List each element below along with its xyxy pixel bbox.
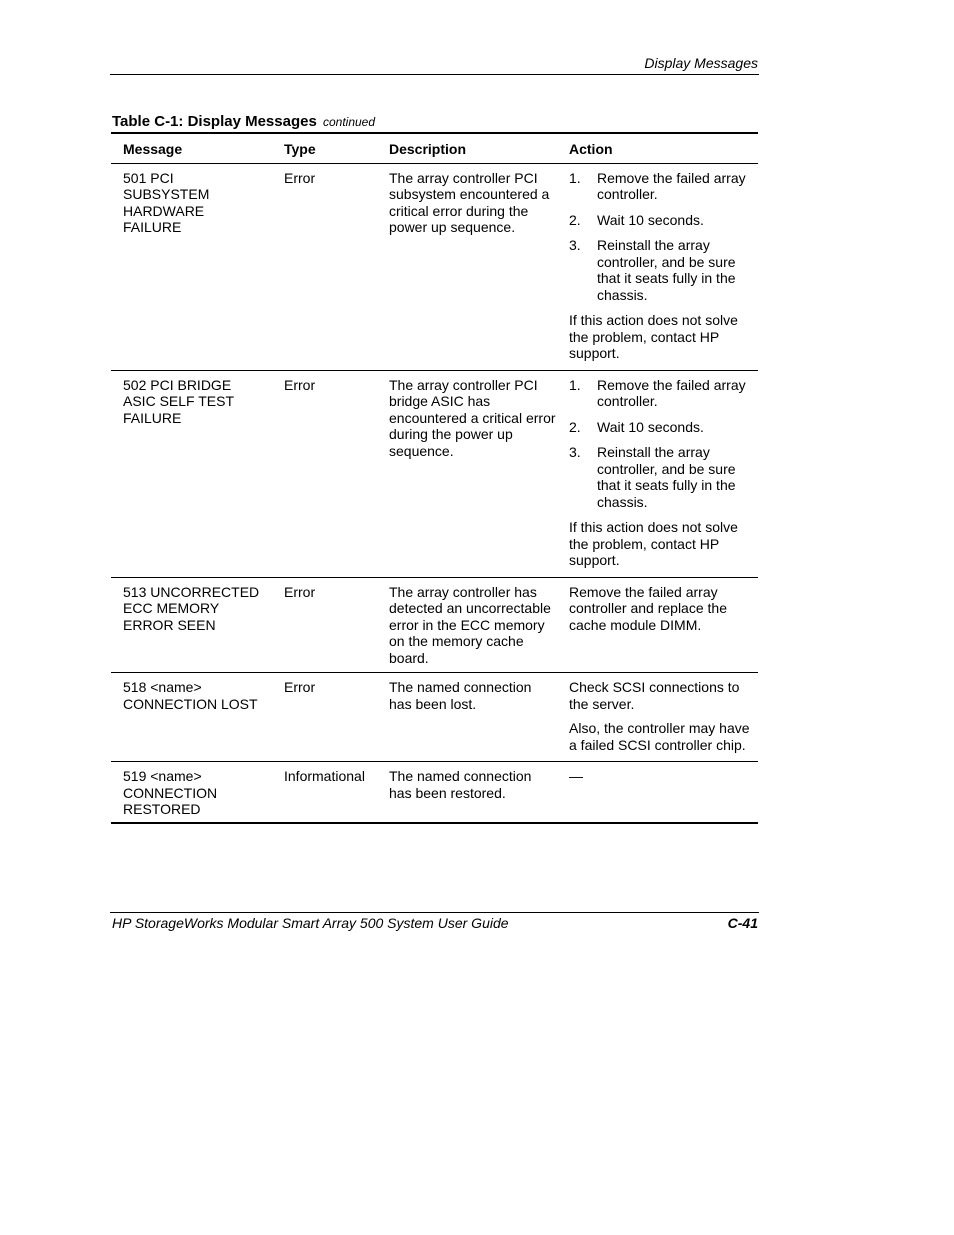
message-cell: 518 <name> CONNECTION LOST: [111, 673, 272, 762]
column-header-message: Message: [111, 133, 272, 163]
page-number: C-41: [727, 915, 758, 931]
step-number: 1.: [569, 169, 581, 186]
table-row: [111, 370, 758, 577]
action-step: [569, 444, 758, 510]
type-cell: Error: [272, 370, 377, 577]
step-number: 1.: [569, 376, 581, 393]
display-messages-table: [111, 132, 758, 824]
step-text: Reinstall the array controller, and be sure that it seats fully in the chassis.: [597, 237, 736, 303]
description-cell: The named connection has been restored.: [377, 762, 557, 823]
step-text: Remove the failed array controller.: [597, 376, 746, 409]
action-cell: [557, 370, 758, 577]
action-text: Remove the failed array controller and replace the cache module DIMM.: [569, 583, 727, 633]
step-text: Wait 10 seconds.: [597, 418, 704, 435]
table-row: [111, 673, 758, 762]
footer-rule: [110, 912, 759, 913]
action-text: Also, the controller may have a failed SCSI controller chip.: [569, 720, 750, 753]
action-cell: [557, 163, 758, 370]
step-number: 3.: [569, 444, 581, 460]
step-number: 2.: [569, 211, 581, 228]
step-text: Remove the failed array controller.: [597, 169, 746, 202]
type-cell: Error: [272, 577, 377, 673]
table-row: [111, 577, 758, 673]
table-header-row: [111, 133, 758, 163]
description-cell: The array controller PCI subsystem encountered a critical error during the power up sequence.: [377, 163, 557, 370]
action-steps: [569, 377, 758, 511]
step-text: Reinstall the array controller, and be sure that it seats fully in the chassis.: [597, 444, 736, 510]
type-cell: Error: [272, 673, 377, 762]
action-cell: [557, 762, 758, 823]
table-row: [111, 762, 758, 823]
action-note: If this action does not solve the problem, contact HP support.: [569, 519, 738, 568]
action-step: [569, 170, 758, 203]
message-cell: 513 UNCORRECTED ECC MEMORY ERROR SEEN: [111, 577, 272, 673]
action-cell: [557, 577, 758, 673]
header-rule: [110, 74, 759, 75]
table-row: [111, 163, 758, 370]
message-cell: 502 PCI BRIDGE ASIC SELF TEST FAILURE: [111, 370, 272, 577]
table-caption: [112, 113, 375, 130]
step-number: 3.: [569, 237, 581, 253]
table-caption-title: Table C-1: Display Messages: [112, 113, 317, 130]
action-text: Check SCSI connections to the server.: [569, 679, 740, 712]
table-caption-suffix: continued: [322, 115, 376, 129]
message-cell: 501 PCI SUBSYSTEM HARDWARE FAILURE: [111, 163, 272, 370]
action-note: If this action does not solve the problem, contact HP support.: [569, 312, 738, 361]
action-step: [569, 377, 758, 410]
action-cell: [557, 673, 758, 762]
type-cell: Error: [272, 163, 377, 370]
action-steps: [569, 170, 758, 304]
step-number: 2.: [569, 418, 581, 435]
action-step: [569, 237, 758, 303]
description-cell: The named connection has been lost.: [377, 673, 557, 762]
running-header: Display Messages: [644, 55, 758, 71]
footer-guide-title: HP StorageWorks Modular Smart Array 500 System User Guide: [112, 915, 509, 931]
action-step: [569, 419, 758, 436]
column-header-type: Type: [272, 133, 377, 163]
column-header-action: Action: [557, 133, 758, 163]
description-cell: The array controller PCI bridge ASIC has encountered a critical error during the power up sequence.: [377, 370, 557, 577]
type-cell: Informational: [272, 762, 377, 823]
action-step: [569, 212, 758, 229]
message-cell: 519 <name> CONNECTION RESTORED: [111, 762, 272, 823]
column-header-description: Description: [377, 133, 557, 163]
description-cell: The array controller has detected an uncorrectable error in the ECC memory on the memory cache board.: [377, 577, 557, 673]
action-text: —: [569, 768, 583, 784]
step-text: Wait 10 seconds.: [597, 211, 704, 228]
